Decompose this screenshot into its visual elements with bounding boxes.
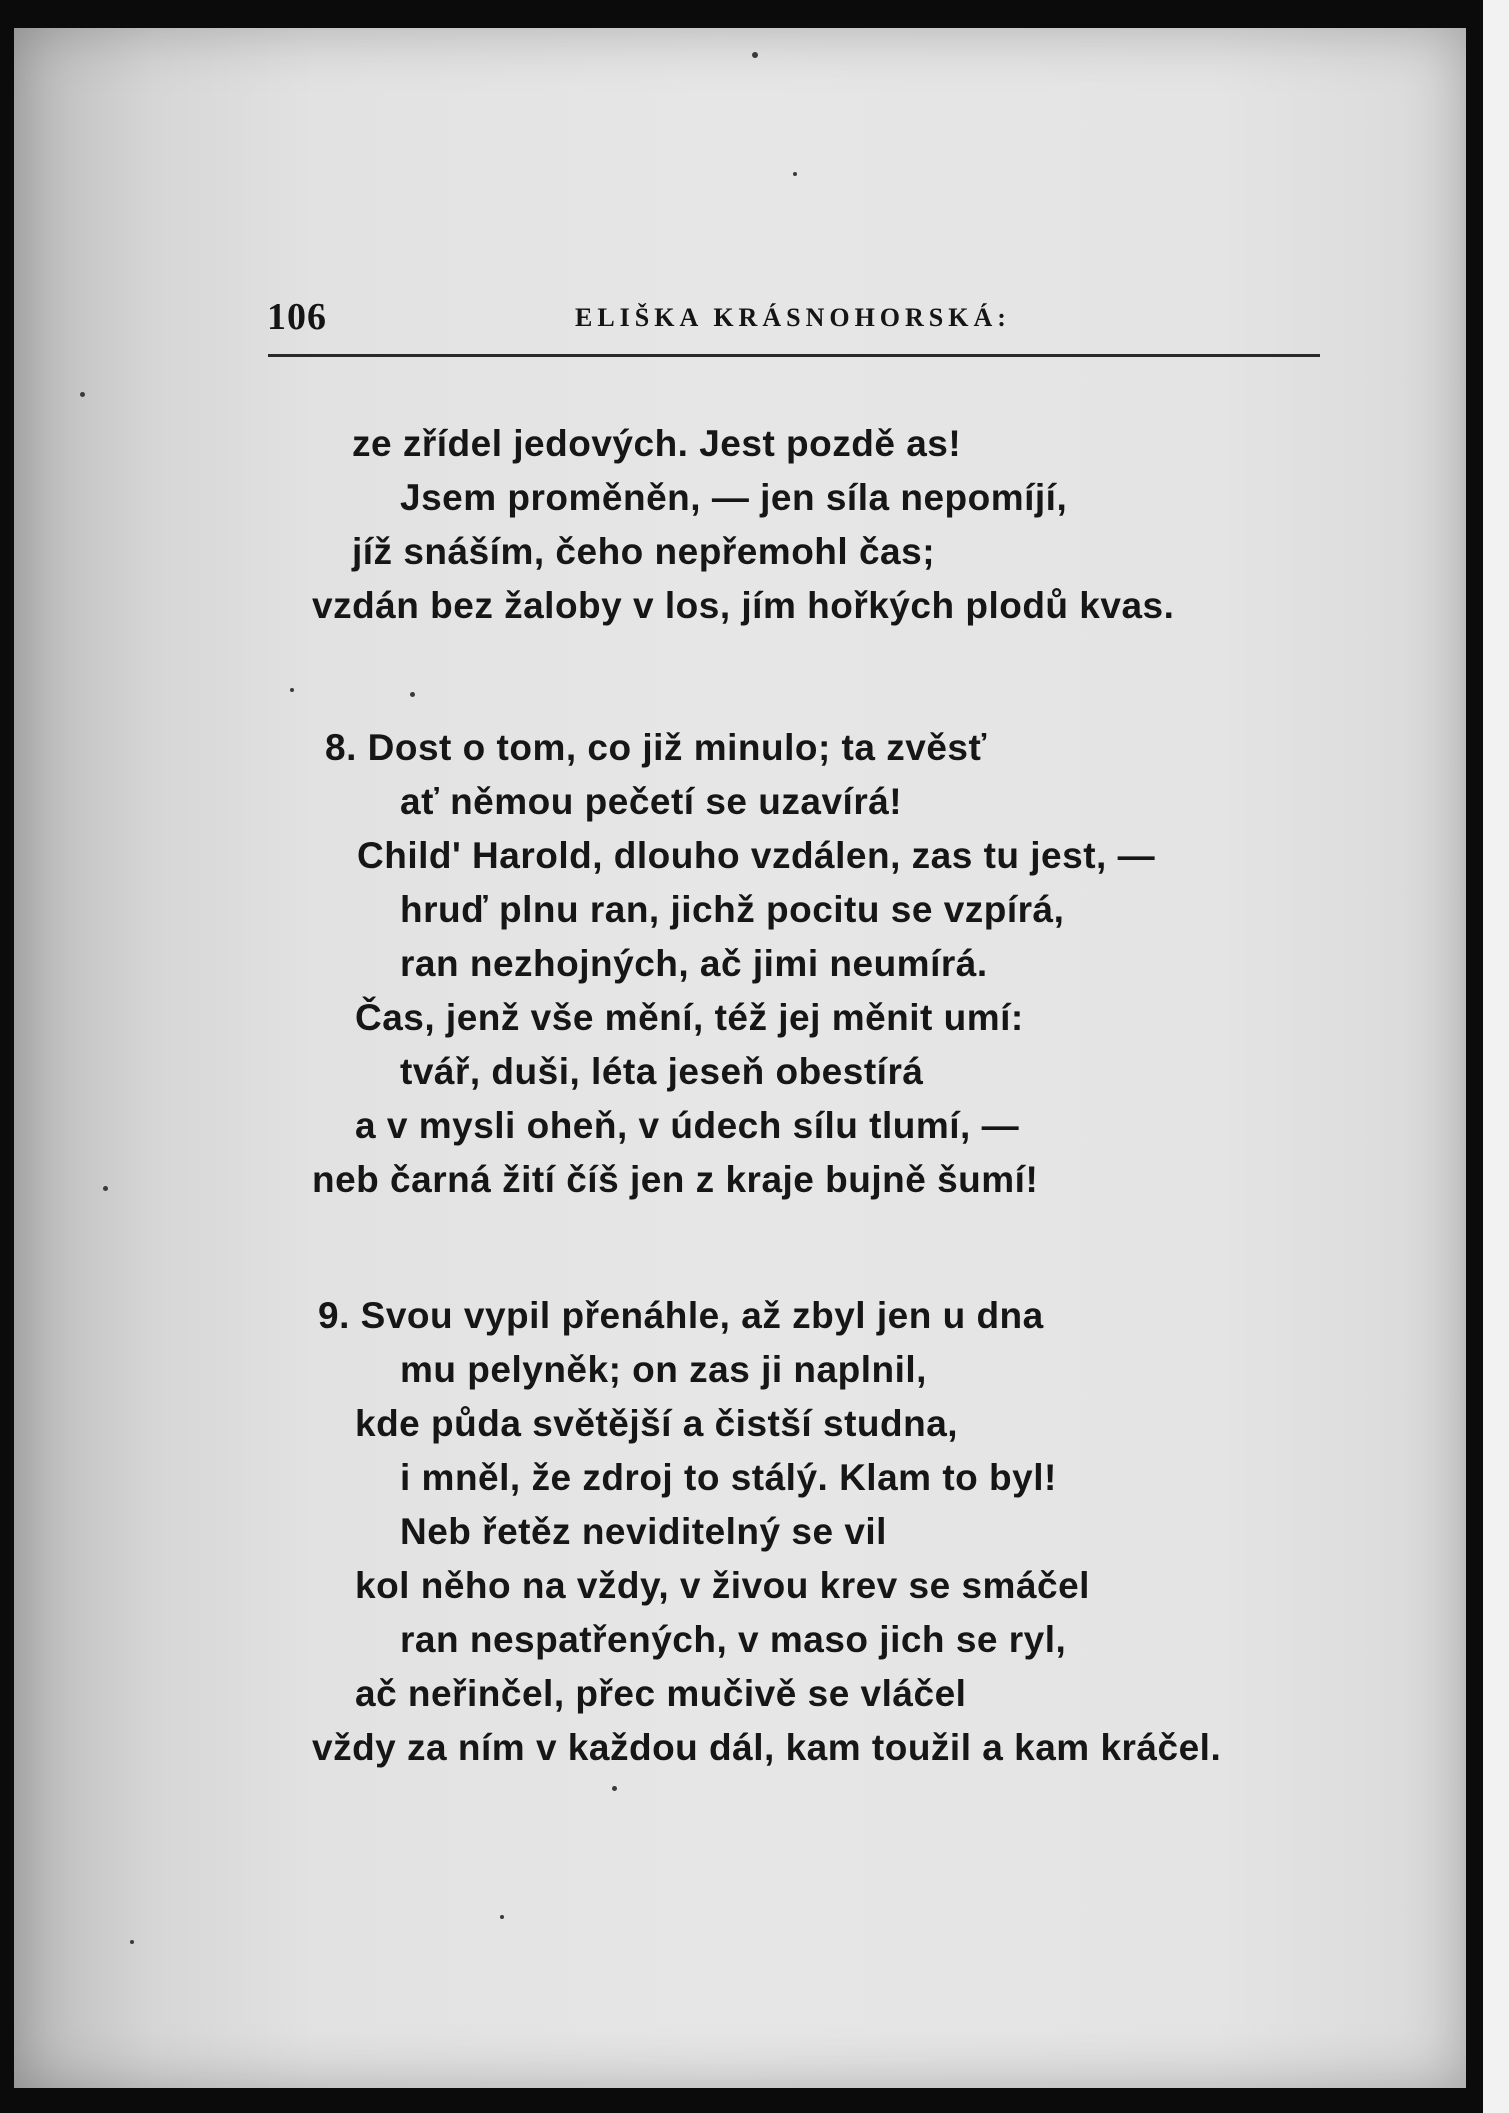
poem-line: Neb řetěz neviditelný se vil [400,1511,887,1552]
page-number: 106 [267,296,327,338]
scan-speck [80,392,85,397]
poem-line: neb čarná žití číš jen z kraje bujně šumí! [312,1159,1039,1200]
scan-speck [793,172,797,176]
poem-line: mu pelyněk; on zas ji naplnil, [400,1349,927,1390]
poem-line: a v mysli oheň, v údech sílu tlumí, — [355,1105,1020,1146]
poem-line: kol něho na vždy, v živou krev se smáčel [355,1565,1090,1606]
poem-line: Child' Harold, dlouho vzdálen, zas tu jest, — [357,835,1156,876]
poem-line: 8. Dost o tom, co již minulo; ta zvěsť [325,727,987,768]
running-title: ELIŠKA KRÁSNOHORSKÁ: [575,303,1011,332]
poem-line: jíž snáším, čeho nepřemohl čas; [352,531,936,572]
poem-line: i mněl, že zdroj to stálý. Klam to byl! [400,1457,1057,1498]
scan-speck [612,1786,617,1791]
poem-line: ran nezhojných, ač jimi neumírá. [400,943,988,984]
poem-line: vždy za ním v každou dál, kam toužil a kam kráčel. [312,1727,1222,1768]
adjacent-page-edge [1473,0,1509,2113]
poem-line: vzdán bez žaloby v los, jím hořkých plodů kvas. [312,585,1175,626]
scan-speck [752,52,758,58]
scan-speck [290,688,294,692]
poem-line: ať němou pečetí se uzavírá! [400,781,903,822]
scan-speck [500,1915,504,1919]
poem-line: Čas, jenž vše mění, též jej měnit umí: [355,997,1024,1038]
scan-speck [410,692,415,697]
poem-line: kde půda světější a čistší studna, [355,1403,959,1444]
header-rule [268,354,1320,357]
scan-speck [130,1940,134,1944]
scan-speck [103,1186,108,1191]
poem-line: hruď plnu ran, jichž pocitu se vzpírá, [400,889,1065,930]
poem-line: 9. Svou vypil přenáhle, až zbyl jen u dna [318,1295,1044,1336]
poem-line: ze zřídel jedových. Jest pozdě as! [352,423,962,464]
poem-line: Jsem proměněn, — jen síla nepomíjí, [400,477,1068,518]
poem-line: tvář, duši, léta jeseň obestírá [400,1051,924,1092]
page-header [255,285,1325,338]
poem-line: ran nespatřených, v maso jich se ryl, [400,1619,1067,1660]
poem-line: ač neřinčel, přec mučivě se vláčel [355,1673,967,1714]
